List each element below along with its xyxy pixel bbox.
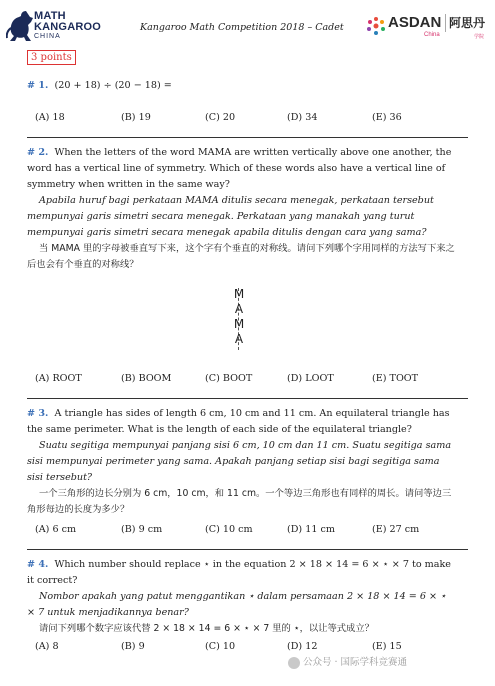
asdan-logo (366, 14, 491, 46)
question-text-en: (20 + 18) ÷ (20 − 18) = (54, 80, 172, 91)
logo-line-china: CHINA (34, 33, 61, 40)
watermark (288, 654, 407, 669)
question-text-cn: 请问下列哪个数字应该代替 2 × 18 × 14 = 6 × ⋆ × 7 里的 ⋆，以让等式成立？ (39, 623, 374, 634)
kangaroo-icon (6, 8, 36, 42)
option-c[interactable]: (C) 10 cm (205, 524, 253, 535)
question-text-id: Nombor apakah yang patut menggantikan ⋆ dalam persamaan 2 × 18 × 14 = 6 × ⋆ × 7 untuk menjadikannya benar? (27, 591, 447, 618)
option-a[interactable]: (A) ROOT (35, 373, 82, 384)
asdan-cn-sub: 学院 (474, 34, 485, 40)
question-2 (27, 145, 457, 273)
option-a[interactable]: (A) 6 cm (35, 524, 77, 535)
question-number: # 2. (27, 147, 49, 158)
question-4 (27, 557, 457, 637)
option-c[interactable]: (C) 10 (205, 641, 236, 652)
option-d[interactable]: (D) 11 cm (287, 524, 335, 535)
question-text-en: When the letters of the word MAMA are written vertically above one another, the word has a vertical line of symmetry. Which of these words also have a vertical line of symmetry when written in the same way? (27, 147, 452, 190)
mama-figure (232, 288, 246, 350)
option-d[interactable]: (D) LOOT (287, 373, 334, 384)
wechat-icon (288, 657, 300, 669)
option-e[interactable]: (E) 15 (372, 641, 402, 652)
divider (27, 549, 468, 550)
option-b[interactable]: (B) 9 (121, 641, 145, 652)
option-d[interactable]: (D) 12 (287, 641, 318, 652)
question-text-id: Apabila huruf bagi perkataan MAMA ditulis secara menegak, perkataan tersebut mempunyai garis simetri secara menegak. Perkataan yang manakah yang turut mempunyai garis simetri secara menegak apabila ditulis dengan cara yang sama? (27, 195, 434, 238)
figure-letter: M (233, 317, 245, 331)
figure-letter: M (233, 287, 245, 301)
option-e[interactable]: (E) 27 cm (372, 524, 420, 535)
divider (27, 137, 468, 138)
question-number: # 3. (27, 408, 49, 419)
question-number: # 1. (27, 80, 49, 91)
question-4-options (35, 641, 465, 655)
figure-letter: A (234, 332, 244, 346)
figure-letter: A (234, 302, 244, 316)
question-3-options (35, 524, 465, 538)
question-text-id: Suatu segitiga mempunyai panjang sisi 6 cm, 10 cm dan 11 cm. Suatu segitiga sama sisi mempunyai perimeter yang sama. Apakah panjang setiap sisi bagi segitiga sama sisi tersebut? (27, 440, 452, 483)
option-b[interactable]: (B) BOOM (121, 373, 172, 384)
question-text-cn: 当 MAMA 里的字母被垂直写下来，这个字有个垂直的对称线。请问下列哪个字用同样的方法写下来之后也会有个垂直的对称线？ (27, 243, 455, 270)
asdan-star-icon (366, 16, 386, 36)
question-text-en: Which number should replace ⋆ in the equation 2 × 18 × 14 = 6 × ⋆ × 7 to make it correct? (27, 559, 451, 586)
watermark-text: 公众号 · 国际学科竞赛通 (303, 657, 408, 668)
divider (27, 398, 468, 399)
question-text-cn: 一个三角形的边长分别为 6 cm，10 cm，和 11 cm。一个等边三角形也有同样的周长。请问等边三角形每边的长度为多少？ (27, 488, 452, 515)
question-number: # 4. (27, 559, 49, 570)
math-kangaroo-logo (6, 8, 114, 44)
question-2-options (35, 373, 465, 387)
option-a[interactable]: (A) 18 (35, 112, 65, 123)
option-c[interactable]: (C) 20 (205, 112, 236, 123)
question-text-en: A triangle has sides of length 6 cm, 10 cm and 11 cm. An equilateral triangle has the same perimeter. What is the length of each side of the equilateral triangle? (27, 408, 450, 435)
question-3 (27, 406, 457, 518)
option-a[interactable]: (A) 8 (35, 641, 59, 652)
question-1-options (35, 112, 465, 126)
option-e[interactable]: (E) TOOT (372, 373, 419, 384)
points-badge: 3 points (27, 50, 76, 65)
option-b[interactable]: (B) 9 cm (121, 524, 163, 535)
option-c[interactable]: (C) BOOT (205, 373, 253, 384)
competition-title: Kangaroo Math Competition 2018 – Cadet (140, 22, 344, 33)
logo-line-kangaroo: KANGAROO (34, 21, 101, 33)
asdan-name: ASDAN (388, 14, 442, 31)
page-header (0, 0, 495, 48)
option-d[interactable]: (D) 34 (287, 112, 318, 123)
logo-line-math: MATH (34, 10, 66, 22)
question-1 (27, 78, 457, 94)
asdan-sub: China (424, 32, 440, 38)
asdan-cn-name: 阿思丹 (445, 14, 485, 32)
option-e[interactable]: (E) 36 (372, 112, 402, 123)
option-b[interactable]: (B) 19 (121, 112, 151, 123)
